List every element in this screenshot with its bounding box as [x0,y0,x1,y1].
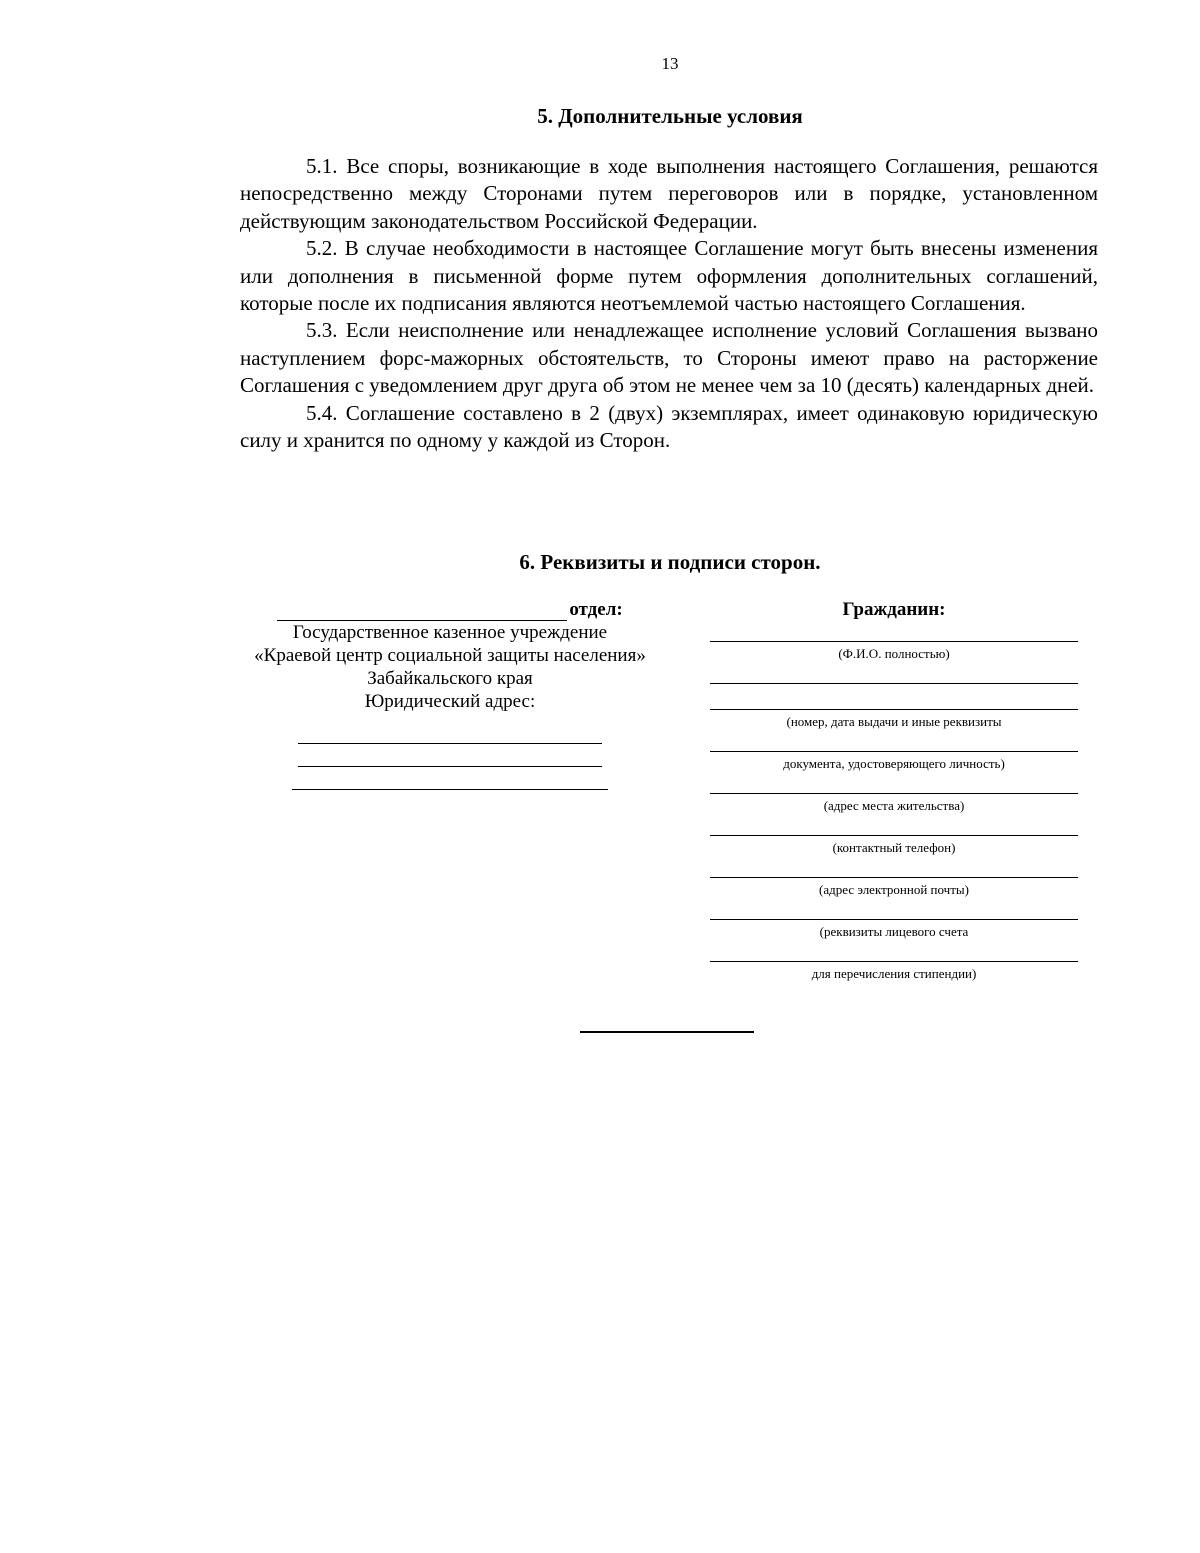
legal-address-lines [230,721,670,790]
field-stipend-transfer: для перечисления стипендии) [710,961,1078,1003]
clause-5-3: 5.3. Если неисполнение или ненадлежащее исполнение условий Соглашения вызвано наступлением форс-мажорных обстоятельств, то Стороны имеют право на расторжение Соглашения с уведомлением друг друга об этом не менее чем за 10 (десять) календарных дней. [240,318,1098,398]
org-line-1: Государственное казенное учреждение [292,622,608,643]
legal-address-line [292,767,608,790]
department-label: отдел: [569,599,623,620]
section-5-title: 5. Дополнительные условия [537,104,803,128]
department-blank [277,600,567,621]
department-line [230,598,670,621]
field-id-details: (номер, дата выдачи и иные реквизиты [710,709,1078,751]
clause-5-4: 5.4. Соглашение составлено в 2 (двух) экземплярах, имеет одинаковую юридическую силу и хранится по одному у каждой из Сторон. [240,400,1098,453]
field-id-document: документа, удостоверяющего личность) [710,751,1078,793]
clause-5-1: 5.1. Все споры, возникающие в ходе выполнения настоящего Соглашения, решаются непосредственно между Сторонами путем переговоров или в порядке, установленном действующим законодательством Российской Федерации. [240,154,1098,233]
citizen-block [710,598,1078,1003]
field-blank-line [710,683,1078,709]
field-full-name: (Ф.И.О. полностью) [710,641,1078,683]
field-account-details: (реквизиты лицевого счета [710,919,1078,961]
legal-address-line [298,744,602,767]
closing-rule [580,1031,754,1033]
legal-address-label: Юридический адрес: [364,691,536,712]
field-email: (адрес электронной почты) [710,877,1078,919]
citizen-header: Гражданин: [842,599,946,620]
legal-address-line [298,721,602,744]
clause-5-2: 5.2. В случае необходимости в настоящее Соглашение могут быть внесены изменения или дополнения в письменной форме путем оформления дополнительных соглашений, которые после их подписания являются неотъемлемой частью настоящего Соглашения. [240,236,1098,316]
section-5-body [240,153,1098,454]
field-phone: (контактный телефон) [710,835,1078,877]
page-number: 13 [661,54,679,73]
org-line-3: Забайкальского края [367,668,533,689]
section-6-title: 6. Реквизиты и подписи сторон. [519,550,821,574]
org-line-2: «Краевой центр социальной защиты населения» [254,645,646,666]
field-residence-address: (адрес места жительства) [710,793,1078,835]
organization-block [230,598,670,790]
